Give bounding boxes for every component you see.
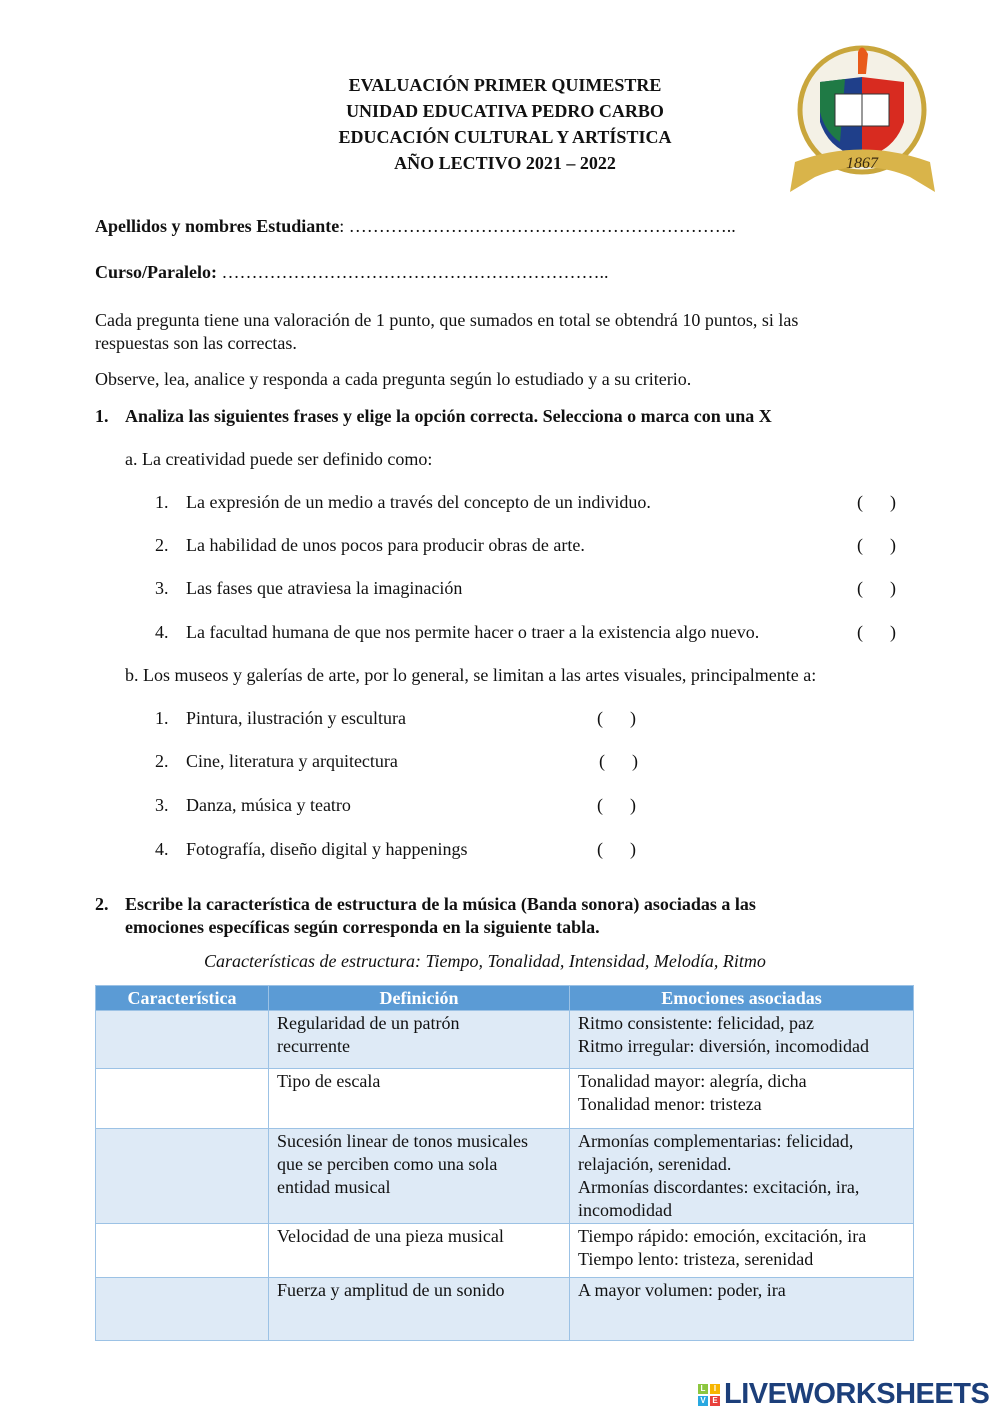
answer-checkbox[interactable]: ( ) [857,535,896,555]
table-row [96,1129,914,1224]
option-text: Las fases que atraviesa la imaginación [186,578,463,598]
definicion-line: recurrente [277,1036,350,1056]
table-row [96,1224,914,1278]
colon: : [339,216,345,236]
option-number: 4. [155,622,169,642]
option-text: Cine, literatura y arquitectura [186,751,398,771]
definicion-cell [269,1129,570,1224]
student-name-field[interactable] [95,216,736,237]
col-header-caracteristica: Característica [96,986,269,1011]
option-number: 1. [155,492,169,512]
emociones-line: Armonías discordantes: excitación, ira, [578,1177,860,1197]
answer-checkbox[interactable]: ( ) [857,578,896,598]
option-number: 1. [155,708,169,728]
caracteristica-answer-cell[interactable] [96,1069,269,1129]
definicion-cell [269,1224,570,1278]
q1-title: Analiza las siguientes frases y elige la opción correcta. Selecciona o marca con una X [125,406,772,426]
emociones-line: Armonías complementarias: felicidad, [578,1131,854,1151]
intro-text-cont: respuestas son las correctas. [95,333,297,353]
definicion-line: entidad musical [277,1177,391,1197]
emociones-line: Tonalidad mayor: alegría, dicha [578,1071,807,1091]
q2-number: 2. [95,894,109,914]
option-text: Pintura, ilustración y escultura [186,708,406,728]
option-number: 2. [155,535,169,555]
option-text: Danza, música y teatro [186,795,351,815]
emociones-line: Ritmo consistente: felicidad, paz [578,1013,814,1033]
emociones-cell [570,1224,914,1278]
option-number: 3. [155,578,169,598]
q2-title: Escribe la característica de estructura de la música (Banda sonora) asociadas a las [125,894,756,914]
answer-checkbox[interactable]: ( ) [597,839,636,859]
document-header [250,72,760,176]
liveworksheets-icon [697,1383,721,1407]
emociones-cell [570,1069,914,1129]
student-name-dots: ……………………………………………………….. [348,216,736,236]
definicion-line: Fuerza y amplitud de un sonido [277,1280,505,1300]
emociones-cell [570,1129,914,1224]
definicion-line: Sucesión linear de tonos musicales [277,1131,528,1151]
course-field[interactable] [95,262,608,283]
option-text: La facultad humana de que nos permite hacer o traer a la existencia algo nuevo. [186,622,760,642]
definicion-line: Velocidad de una pieza musical [277,1226,504,1246]
definicion-line: Tipo de escala [277,1071,381,1091]
liveworksheets-wordmark: LIVEWORKSHEETS [724,1378,990,1410]
emociones-line: incomodidad [578,1200,672,1220]
header-line: UNIDAD EDUCATIVA PEDRO CARBO [346,101,664,121]
caracteristica-answer-cell[interactable] [96,1129,269,1224]
table-row [96,1069,914,1129]
col-header-definicion: Definición [269,986,570,1011]
option-text: La expresión de un medio a través del concepto de un individuo. [186,492,651,512]
option-text: La habilidad de unos pocos para producir obras de arte. [186,535,585,555]
definicion-line: Regularidad de un patrón [277,1013,460,1033]
definicion-line: que se perciben como una sola [277,1154,498,1174]
answer-checkbox[interactable]: ( ) [599,751,638,771]
course-dots: ……………………………………………………….. [221,262,609,282]
q1b-prompt: b. Los museos y galerías de arte, por lo general, se limitan a las artes visuales, principalmente a: [125,665,817,685]
definicion-cell [269,1278,570,1341]
table-row [96,1278,914,1341]
school-crest-logo [790,42,940,204]
q1-number: 1. [95,406,109,426]
intro-text: Cada pregunta tiene una valoración de 1 punto, que sumados en total se obtendrá 10 puntos, si las [95,310,799,330]
header-line: AÑO LECTIVO 2021 – 2022 [394,153,616,173]
table-row [96,1011,914,1069]
option-number: 4. [155,839,169,859]
caracteristica-answer-cell[interactable] [96,1011,269,1069]
definicion-cell [269,1069,570,1129]
music-structure-table [95,985,914,1341]
definicion-cell [269,1011,570,1069]
logo-year: 1867 [846,155,878,172]
course-label: Curso/Paralelo: [95,262,217,282]
answer-checkbox[interactable]: ( ) [597,708,636,728]
header-line: EDUCACIÓN CULTURAL Y ARTÍSTICA [338,127,672,147]
q2-hint: Características de estructura: Tiempo, Tonalidad, Intensidad, Melodía, Ritmo [204,951,766,971]
emociones-cell [570,1011,914,1069]
q1a-prompt: a. La creatividad puede ser definido como: [125,449,433,469]
caracteristica-answer-cell[interactable] [96,1224,269,1278]
answer-checkbox[interactable]: ( ) [857,622,896,642]
emociones-line: Tiempo lento: tristeza, serenidad [578,1249,814,1269]
option-text: Fotografía, diseño digital y happenings [186,839,468,859]
answer-checkbox[interactable]: ( ) [857,492,896,512]
emociones-line: relajación, serenidad. [578,1154,732,1174]
emociones-line: Ritmo irregular: diversión, incomodidad [578,1036,869,1056]
emociones-line: Tonalidad menor: tristeza [578,1094,762,1114]
logo-letter: I [710,1384,720,1394]
liveworksheets-logo [697,1378,989,1411]
logo-letter: E [710,1396,720,1406]
option-number: 2. [155,751,169,771]
header-line: EVALUACIÓN PRIMER QUIMESTRE [348,75,662,95]
emociones-cell [570,1278,914,1341]
emociones-line: Tiempo rápido: emoción, excitación, ira [578,1226,867,1246]
answer-checkbox[interactable]: ( ) [597,795,636,815]
col-header-emociones: Emociones asociadas [570,986,914,1011]
q2-title-cont: emociones específicas según corresponda en la siguiente tabla. [125,917,600,937]
emociones-line: A mayor volumen: poder, ira [578,1280,786,1300]
logo-letter: L [698,1384,708,1394]
option-number: 3. [155,795,169,815]
instructions: Observe, lea, analice y responda a cada pregunta según lo estudiado y a su criterio. [95,369,692,389]
logo-letter: V [698,1396,708,1406]
caracteristica-answer-cell[interactable] [96,1278,269,1341]
student-name-label: Apellidos y nombres Estudiante [95,216,340,236]
